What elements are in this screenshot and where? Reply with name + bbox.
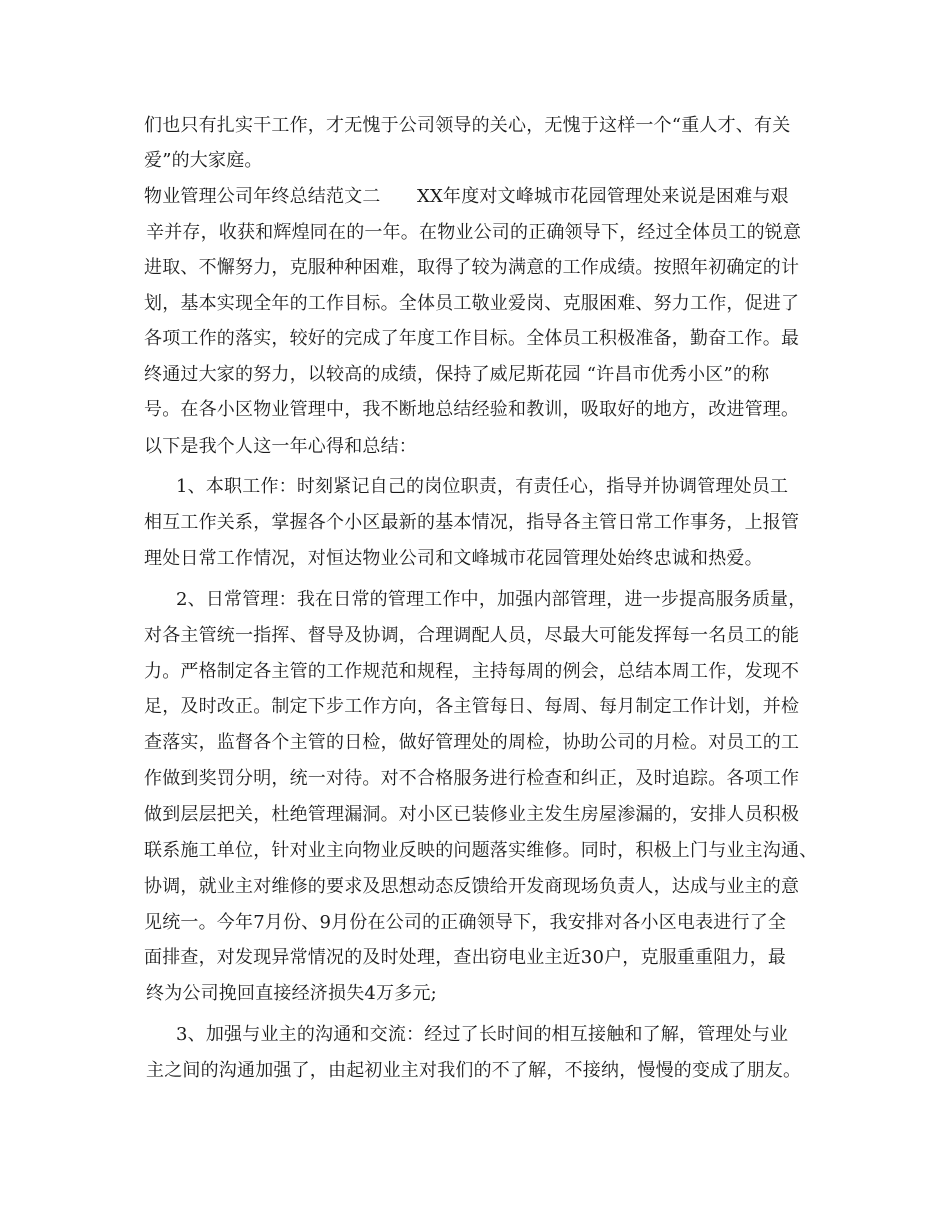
text-line: 协调，就业主对维修的要求及思想动态反馈给开发商现场负责人，达成与业主的意	[144, 876, 800, 897]
paragraph-start-line: 2、日常管理：我在日常的管理工作中，加强内部管理，进一步提高服务质量，	[176, 589, 807, 610]
text-line: 做到层层把关，杜绝管理漏洞。对小区已装修业主发生房屋渗漏的，安排人员积极	[144, 804, 800, 825]
paragraph-start-line: 3、加强与业主的沟通和交流：经过了长时间的相互接触和了解，管理处与业	[176, 1024, 789, 1045]
text-line: 足，及时改正。制定下步工作方向，各主管每日、每周、每月制定工作计划，并检	[144, 696, 800, 717]
text-line: 主之间的沟通加强了，由起初业主对我们的不了解，不接纳，慢慢的变成了朋友。	[146, 1060, 802, 1081]
text-line: 号。在各小区物业管理中，我不断地总结经验和教训，吸取好的地方，改进管理。	[144, 399, 800, 420]
section-heading-line: 物业管理公司年终总结范文二 XX年度对文峰城市花园管理处来说是困难与艰	[144, 186, 789, 207]
text-line: 对各主管统一指挥、督导及协调，合理调配人员，尽最大可能发挥每一名员工的能	[144, 625, 800, 646]
text-line: 以下是我个人这一年心得和总结：	[144, 436, 417, 457]
text-line: 面排查，对发现异常情况的及时处理，查出窃电业主近30户，克服重重阻力，最	[144, 947, 787, 968]
paragraph-start-line: 1、本职工作：时刻紧记自己的岗位职责，有责任心，指导并协调管理处员工	[176, 476, 789, 497]
text-line: 相互工作关系，掌握各个小区最新的基本情况，指导各主管日常工作事务，上报管	[144, 512, 800, 533]
text-line: 爱”的大家庭。	[144, 150, 263, 171]
text-line: 查落实，监督各个主管的日检，做好管理处的周检，协助公司的月检。对员工的工	[144, 732, 800, 753]
text-line: 划，基本实现全年的工作目标。全体员工敬业爱岗、克服困难、努力工作，促进了	[144, 293, 800, 314]
text-line: 终通过大家的努力，以较高的成绩，保持了威尼斯花园 “许昌市优秀小区”的称	[144, 364, 770, 385]
text-line: 各项工作的落实，较好的完成了年度工作目标。全体员工积极准备，勤奋工作。最	[144, 328, 800, 349]
text-line: 作做到奖罚分明，统一对待。对不合格服务进行检查和纠正，及时追踪。各项工作	[144, 768, 800, 789]
text-line: 们也只有扎实干工作，才无愧于公司领导的关心，无愧于这样一个“重人才、有关	[144, 115, 791, 136]
text-line: 理处日常工作情况，对恒达物业公司和文峰城市花园管理处始终忠诚和热爱。	[144, 548, 763, 569]
text-line: 联系施工单位，针对业主向物业反映的问题落实维修。同时，积极上门与业主沟通、	[144, 840, 818, 861]
text-line: 辛并存，收获和辉煌同在的一年。在物业公司的正确领导下，经过全体员工的锐意	[146, 222, 802, 243]
text-line: 力。严格制定各主管的工作规范和规程，主持每周的例会，总结本周工作，发现不	[144, 661, 800, 682]
text-line: 见统一。今年7月份、9月份在公司的正确领导下，我安排对各小区电表进行了全	[144, 912, 787, 933]
text-line: 终为公司挽回直接经济损失4万多元;	[146, 983, 437, 1004]
text-line: 进取、不懈努力，克服种种困难，取得了较为满意的工作成绩。按照年初确定的计	[144, 257, 800, 278]
